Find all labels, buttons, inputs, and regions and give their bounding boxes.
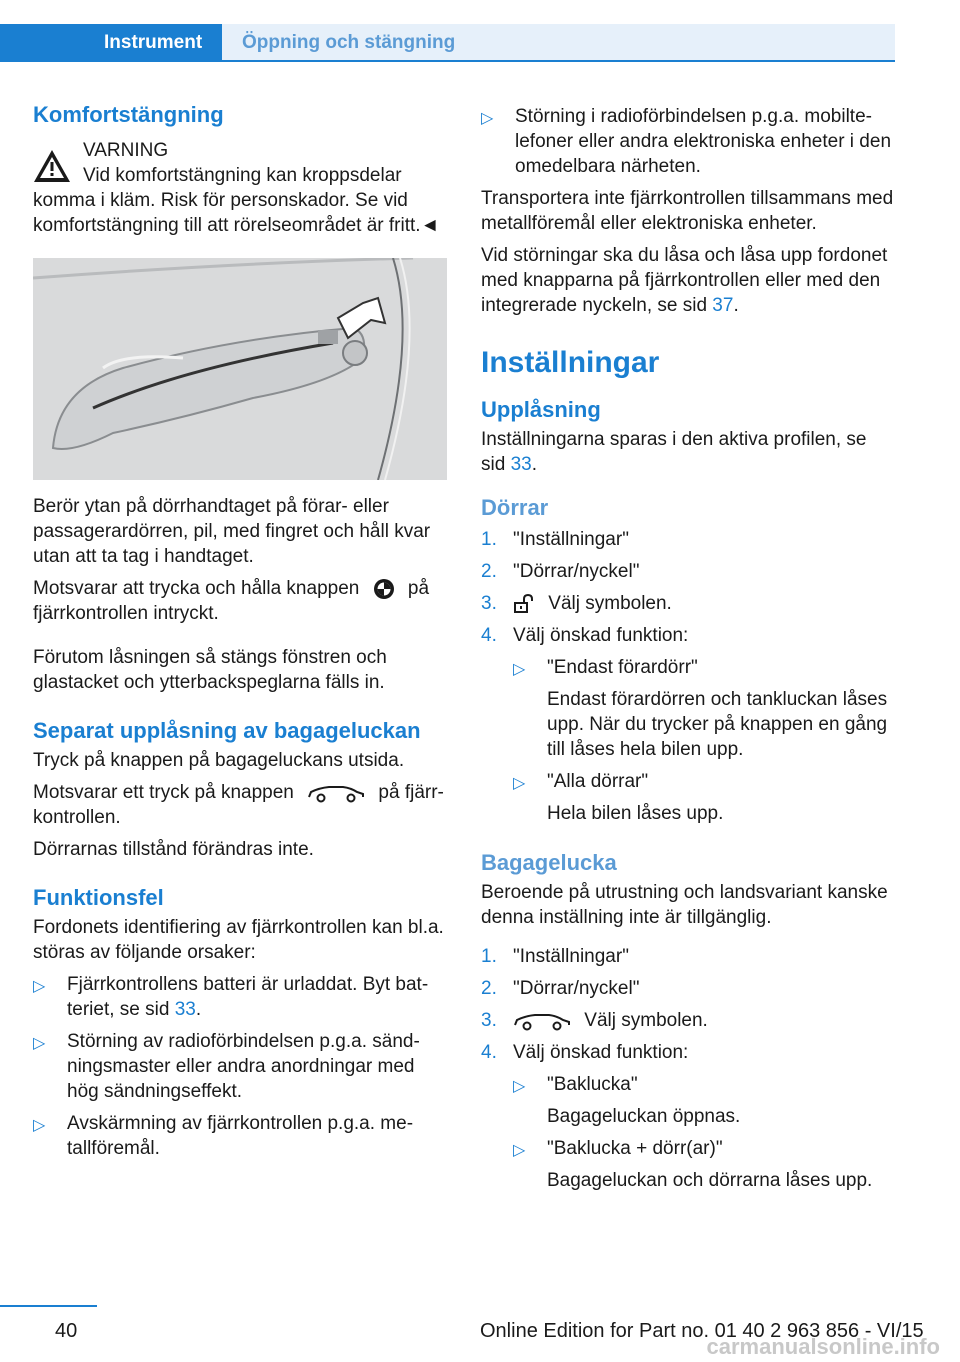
step-item xyxy=(481,944,895,969)
para-motsvarar-2-a: Motsvarar ett tryck på knappen xyxy=(33,782,294,803)
step-text: "Dörrar/nyckel" xyxy=(513,978,640,999)
para-storningar-text: Vid störningar ska du låsa och låsa upp fordonet med knapparna på fjärrkontrollen eller med den integrerade nyckeln, se sid xyxy=(481,245,888,316)
para-storningar: Vid störningar ska du låsa och låsa upp fordonet med knapparna på fjärrkontrollen eller med den integrerade nyckeln, se sid 37. xyxy=(481,245,888,316)
page-header xyxy=(0,24,895,62)
door-handle-image xyxy=(33,258,447,480)
page-link-33[interactable]: 33 xyxy=(174,999,196,1020)
para-fordonets: Fordonets identifiering av fjärrkontrollen kan bl.a. störas av följande orsaker: xyxy=(33,917,444,963)
warning-title: VARNING xyxy=(83,140,169,161)
option-item xyxy=(513,1072,895,1129)
warning-block xyxy=(33,138,447,238)
para-beroende: Beroende på utrustning och landsvariant kanske denna inställning inte är tillgänglig. xyxy=(481,882,888,928)
heading-funktionsfel: Funktionsfel xyxy=(33,885,164,910)
option-title: "Endast förardörr" xyxy=(547,657,698,678)
heading-upplasning: Upplåsning xyxy=(481,397,601,422)
bullet-triangle-icon: ▷ xyxy=(33,978,46,995)
option-item xyxy=(513,769,895,826)
footer-rule xyxy=(0,1305,97,1307)
para-beror: Berör ytan på dörrhandtaget på förar- eller passagerardörren, pil, med fingret och håll kvar utan att ta tag i handtaget. xyxy=(33,496,431,567)
step-item xyxy=(481,1040,895,1065)
heading-dorrar: Dörrar xyxy=(481,495,549,520)
step-text: "Dörrar/nyckel" xyxy=(513,561,640,582)
tab-instrument[interactable]: Instrument xyxy=(0,24,222,62)
left-column xyxy=(33,100,447,1161)
bullet-triangle-icon: ▷ xyxy=(481,110,494,127)
step-item xyxy=(481,559,895,584)
car-trunk-button-icon xyxy=(307,783,365,803)
step-number: 1. xyxy=(481,946,497,967)
bullet-text: Fjärrkontrollens batteri är urladdat. Byt batteriet, se sid xyxy=(67,974,429,1020)
step-number: 1. xyxy=(481,529,497,550)
header-rule xyxy=(222,60,895,62)
step-text: Välj symbolen. xyxy=(548,593,672,614)
para-sparas: Inställningarna sparas i den aktiva profilen, se sid 33. xyxy=(481,429,867,475)
bullet-text: Störning i radioförbindelsen p.g.a. mobiltelefoner eller andra elektroniska enheter i den omedelbara närheten. xyxy=(515,106,892,177)
option-title: "Alla dörrar" xyxy=(547,771,649,792)
list-item xyxy=(33,1029,447,1104)
para-forutom: Förutom låsningen så stängs fönstren och glastacket och ytterbackspeglarna fälls in. xyxy=(33,647,387,693)
step-text: Välj symbolen. xyxy=(584,1010,708,1031)
option-text: Bagageluckan öppnas. xyxy=(547,1106,741,1127)
step-number: 2. xyxy=(481,978,497,999)
option-text: Endast förardörren och tankluckan låses upp. När du trycker på knappen en gång till låses hela bilen upp. xyxy=(547,689,888,760)
step-number: 3. xyxy=(481,1010,497,1031)
page-number: 40 xyxy=(55,1320,78,1342)
para-motsvarar-2-b: på fjärrkontrollen. xyxy=(33,782,444,828)
step-item xyxy=(481,527,895,552)
step-item xyxy=(481,1008,895,1033)
list-item: ▷ Fjärrkontrollens batteri är urladdat. Byt batteriet, se sid 33. xyxy=(33,974,429,1020)
heading-komfortstangning: Komfortstängning xyxy=(33,102,224,127)
step-number: 4. xyxy=(481,1042,497,1063)
para-transportera: Transportera inte fjärrkontrollen tillsammans med metallföremål eller elektroniska enheter. xyxy=(481,188,894,234)
edition-text: Online Edition for Part no. 01 40 2 963 856 - VI/15 xyxy=(480,1320,924,1342)
bullet-triangle-icon: ▷ xyxy=(513,775,526,792)
page-link-33[interactable]: 33 xyxy=(510,454,532,475)
option-title: "Baklucka + dörr(ar)" xyxy=(547,1138,723,1159)
para-motsvarar-2 xyxy=(33,780,447,830)
car-trunk-icon xyxy=(513,1011,571,1031)
warning-text: Vid komfortstängning kan kroppsdelar komma i kläm. Risk för personskador. Se vid komfortstängning till att rörelseområdet är fritt.◄ xyxy=(33,165,440,236)
step-number: 2. xyxy=(481,561,497,582)
bullet-text: Avskärmning av fjärrkontrollen p.g.a. metallföremål. xyxy=(67,1113,414,1159)
step-item xyxy=(481,591,895,616)
bullet-triangle-icon: ▷ xyxy=(513,1078,526,1095)
page-link-37[interactable]: 37 xyxy=(712,295,734,316)
unlock-icon xyxy=(513,594,535,614)
list-item xyxy=(33,1111,447,1161)
para-motsvarar-1-b: på fjärrkontrollen intryckt. xyxy=(33,578,430,624)
right-column xyxy=(481,100,895,1193)
bmw-logo-button-icon xyxy=(373,578,395,600)
bullet-text: Störning av radioförbindelsen p.g.a. sändningsmaster eller andra anordningar med hög sändningseffekt. xyxy=(67,1031,420,1102)
option-item xyxy=(513,1136,895,1193)
step-number: 4. xyxy=(481,625,497,646)
tab-oppning-och-stangning[interactable]: Öppning och stängning xyxy=(222,24,895,62)
step-text: "Inställningar" xyxy=(513,529,629,550)
bullet-triangle-icon: ▷ xyxy=(513,1142,526,1159)
step-text: Välj önskad funktion: xyxy=(513,625,689,646)
para-motsvarar-1-a: Motsvarar att trycka och hålla knappen xyxy=(33,578,360,599)
bullet-triangle-icon: ▷ xyxy=(33,1035,46,1052)
option-text: Bagageluckan och dörrarna låses upp. xyxy=(547,1170,873,1191)
list-item xyxy=(481,104,895,179)
heading-installningar: Inställningar xyxy=(481,346,660,379)
step-item xyxy=(481,623,895,648)
option-item xyxy=(513,655,895,762)
heading-separat: Separat upplåsning av bagageluckan xyxy=(33,718,421,743)
heading-bagagelucka: Bagagelucka xyxy=(481,850,617,875)
para-tryck: Tryck på knappen på bagageluckans utsida. xyxy=(33,750,405,771)
para-sparas-text: Inställningarna sparas i den aktiva profilen, se sid xyxy=(481,429,867,475)
para-motsvarar-1 xyxy=(33,576,447,626)
step-number: 3. xyxy=(481,593,497,614)
step-text: Välj önskad funktion: xyxy=(513,1042,689,1063)
para-dorrarnas: Dörrarnas tillstånd förändras inte. xyxy=(33,839,314,860)
warning-icon xyxy=(33,148,71,184)
door-handle-illustration xyxy=(33,258,447,480)
bullet-triangle-icon: ▷ xyxy=(33,1117,46,1134)
bullet-triangle-icon: ▷ xyxy=(513,661,526,678)
option-text: Hela bilen låses upp. xyxy=(547,803,724,824)
step-item xyxy=(481,976,895,1001)
watermark: carmanualsonline.info xyxy=(706,1334,940,1359)
option-title: "Baklucka" xyxy=(547,1074,638,1095)
step-text: "Inställningar" xyxy=(513,946,629,967)
